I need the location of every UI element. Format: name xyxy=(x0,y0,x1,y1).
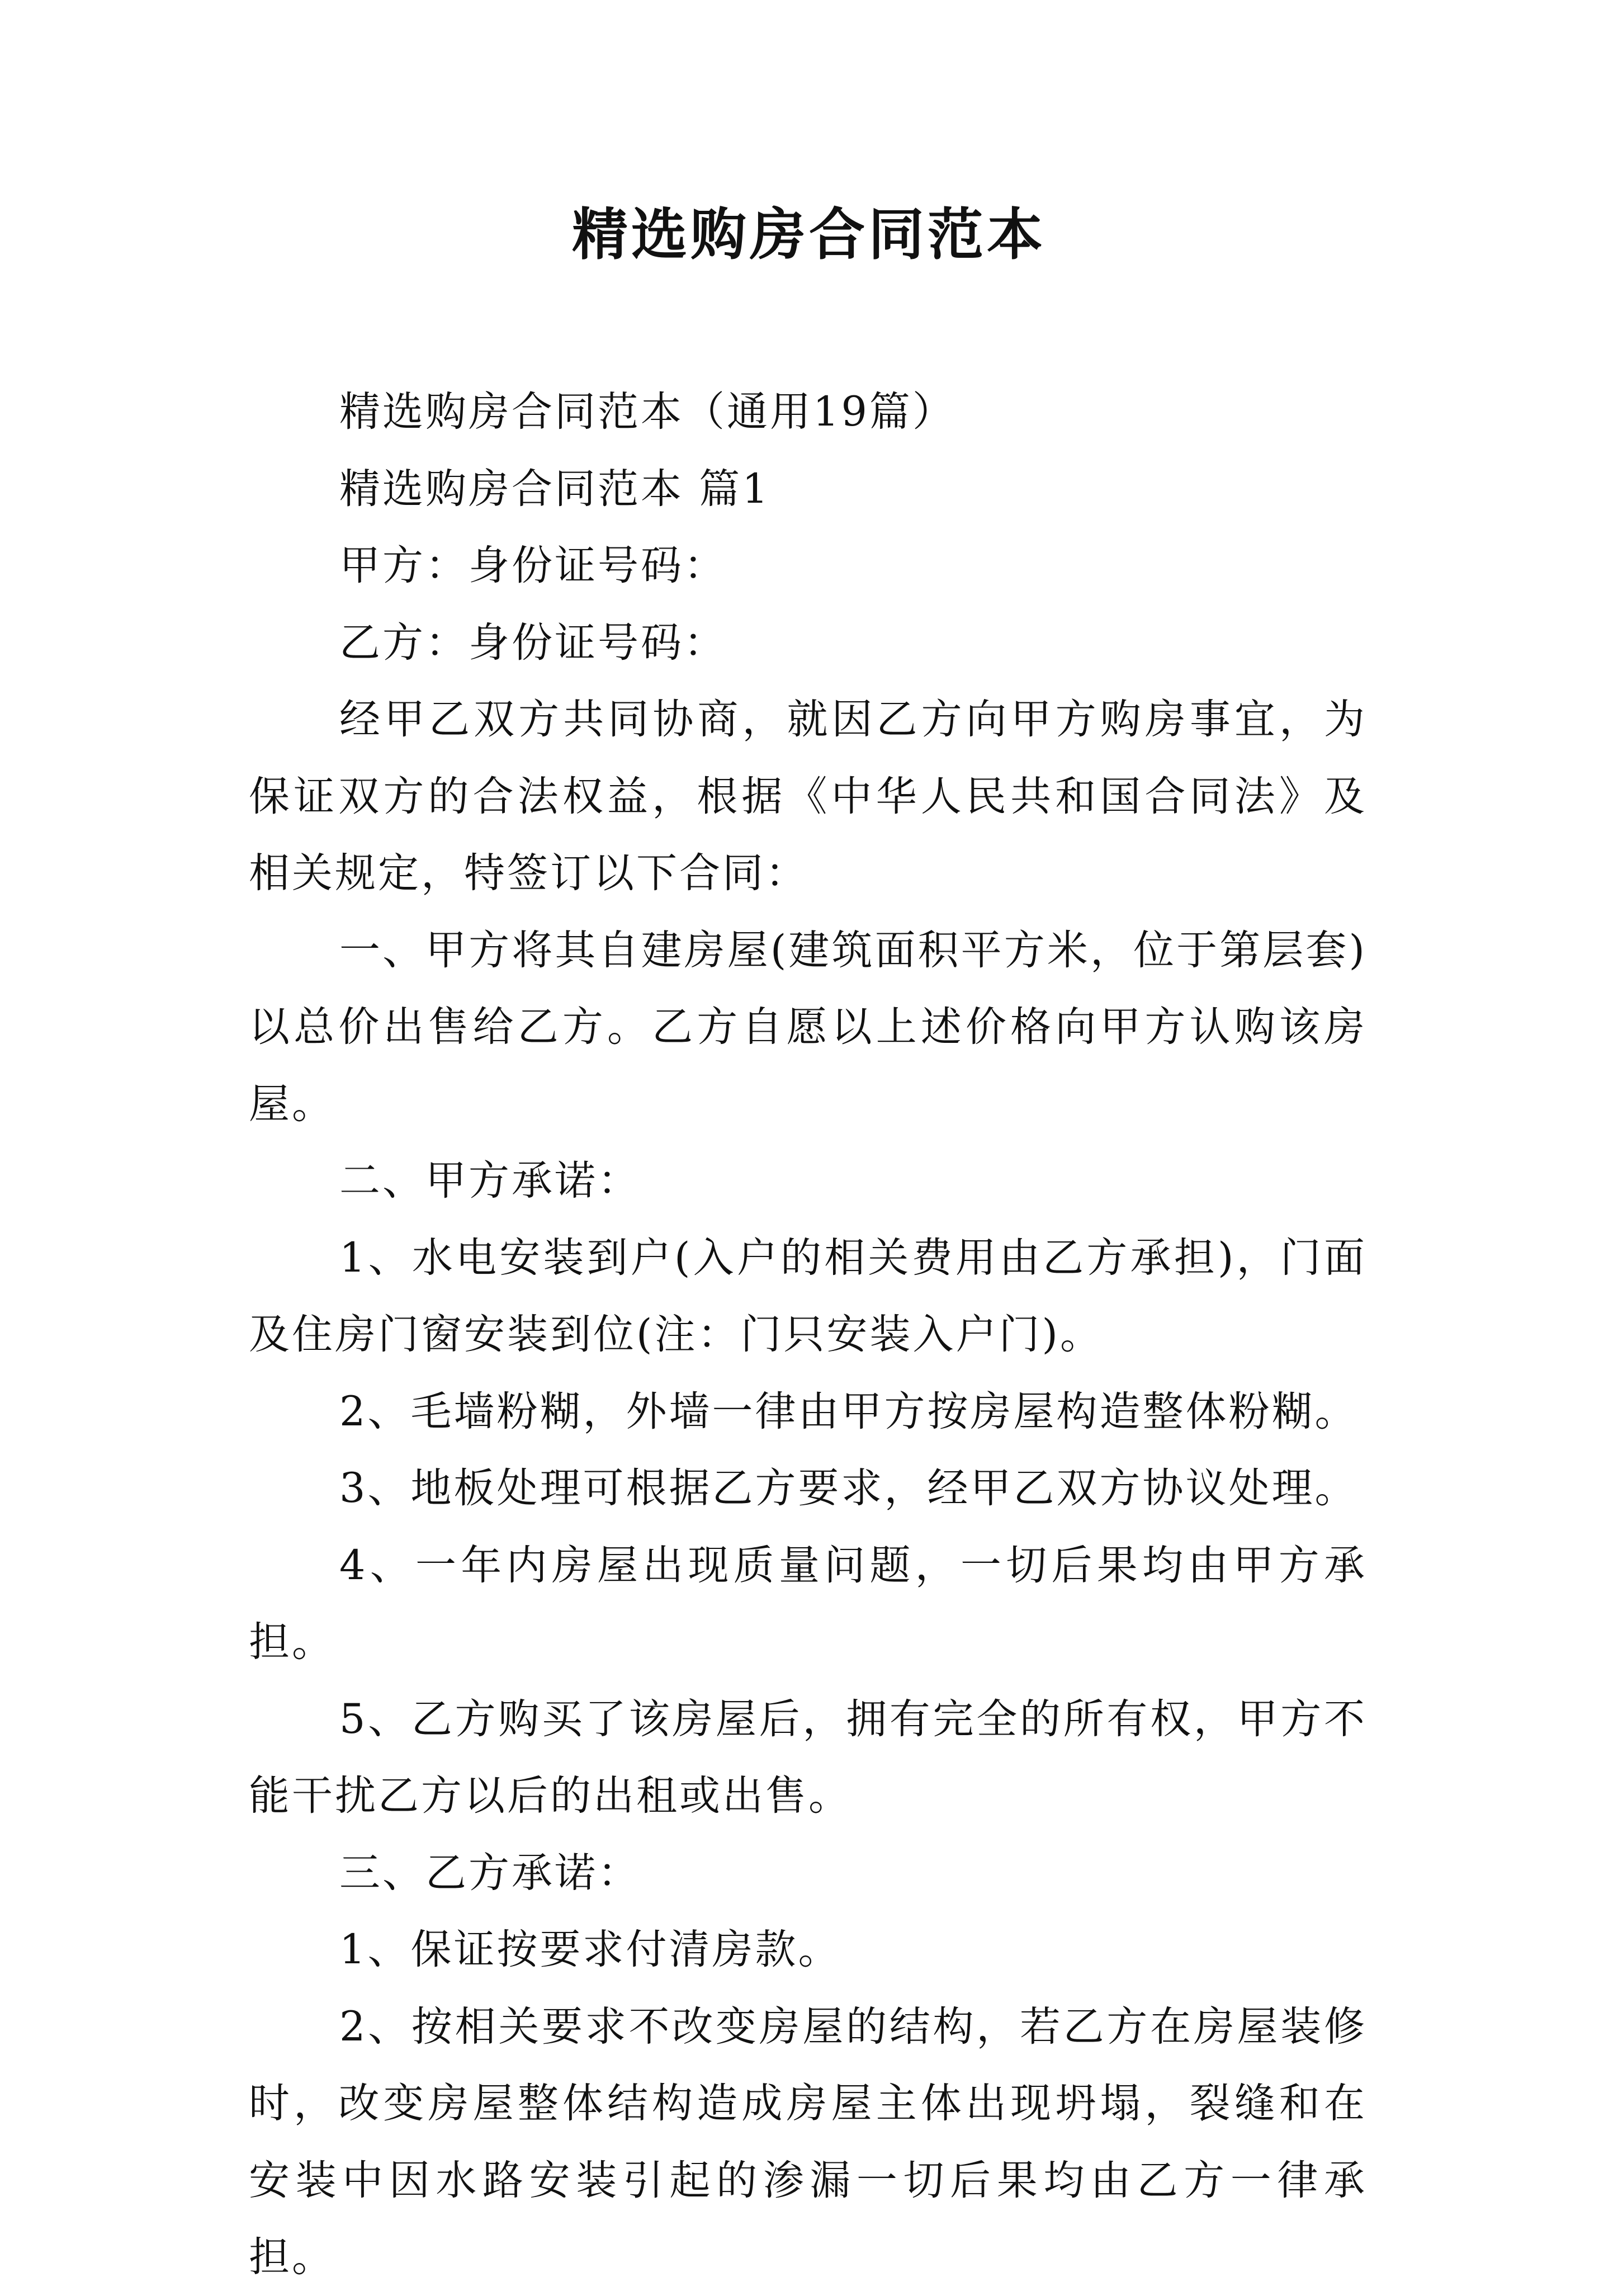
clause-2-heading: 二、甲方承诺： xyxy=(339,1157,641,1204)
subtitle-paragraph: 精选购房合同范本（通用19篇） xyxy=(339,388,955,436)
party-b-line: 乙方：身份证号码： xyxy=(339,618,727,667)
clause-3-item-1: 1、保证按要求付清房款。 xyxy=(339,1926,841,1973)
clause-2-item-4: 4、一年内房屋出现质量问题，一切后果均由甲方承担。 xyxy=(249,1541,1367,1666)
section-heading: 精选购房合同范本 篇1 xyxy=(339,465,770,513)
document-body xyxy=(249,374,1367,2296)
clause-2-item-2: 2、毛墙粉糊，外墙一律由甲方按房屋构造整体粉糊。 xyxy=(339,1387,1358,1435)
clause-3-heading: 三、乙方承诺： xyxy=(339,1849,641,1897)
clause-2-item-3: 3、地板处理可根据乙方要求，经甲乙双方协议处理。 xyxy=(339,1464,1358,1512)
clause-2-item-1: 1、水电安装到户(入户的相关费用由乙方承担)，门面及住房门窗安装到位(注：门只安装入户门)。 xyxy=(249,1234,1367,1358)
preamble-paragraph: 经甲乙双方共同协商，就因乙方向甲方购房事宜，为保证双方的合法权益，根据《中华人民共和国合同法》及相关规定，特签订以下合同： xyxy=(249,696,1367,897)
clause-1: 一、甲方将其自建房屋(建筑面积平方米，位于第层套)以总价出售给乙方。乙方自愿以上述价格向甲方认购该房屋。 xyxy=(249,926,1367,1128)
document-title: 精选购房合同范本 xyxy=(572,202,1046,267)
clause-3-item-2: 2、按相关要求不改变房屋的结构，若乙方在房屋装修时，改变房屋整体结构造成房屋主体出现坍塌，裂缝和在安装中因水路安装引起的渗漏一切后果均由乙方一律承担。 xyxy=(249,2002,1367,2281)
clause-2-item-5: 5、乙方购买了该房屋后，拥有完全的所有权，甲方不能干扰乙方以后的出租或出售。 xyxy=(249,1695,1367,1820)
party-a-line: 甲方：身份证号码： xyxy=(339,542,727,589)
